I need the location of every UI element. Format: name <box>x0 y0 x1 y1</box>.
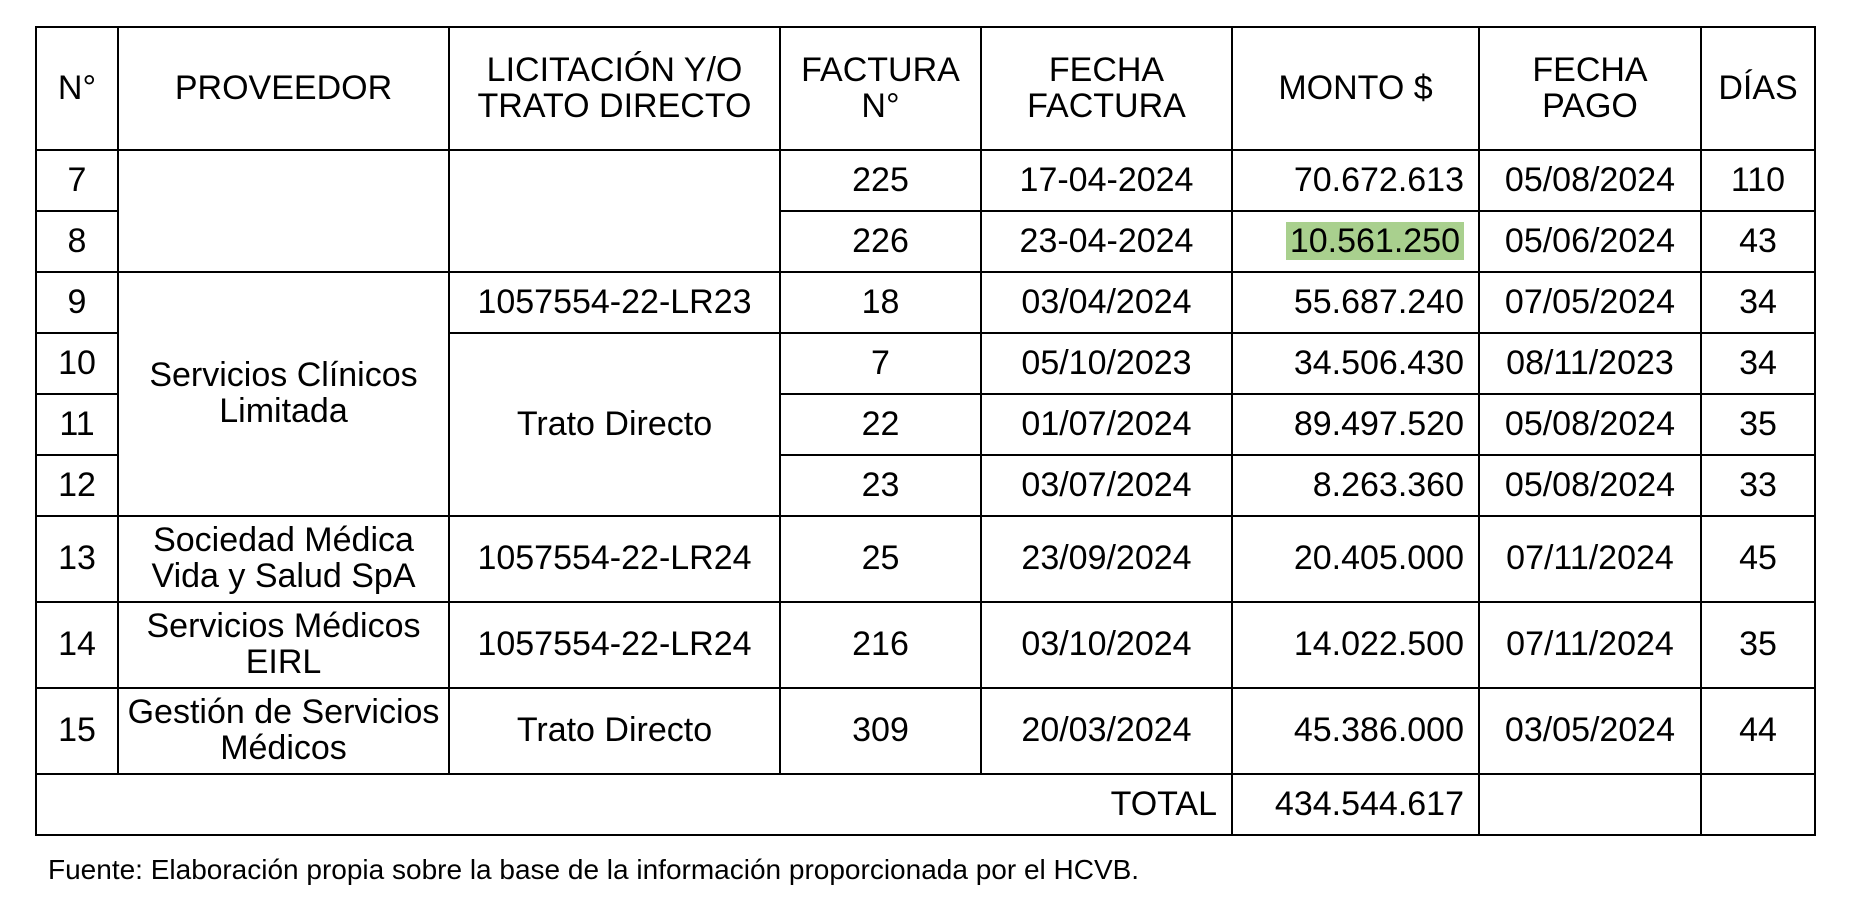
highlighted-amount: 10.561.250 <box>1286 222 1464 260</box>
cell-monto: 70.672.613 <box>1232 150 1479 211</box>
cell-dias: 34 <box>1701 272 1815 333</box>
total-empty-cell <box>1701 774 1815 835</box>
cell-fecha-pago: 03/05/2024 <box>1479 688 1701 774</box>
cell-monto: 8.263.360 <box>1232 455 1479 516</box>
table-row <box>36 516 1815 602</box>
cell-dias: 35 <box>1701 602 1815 688</box>
cell-fecha-factura: 23-04-2024 <box>981 211 1232 272</box>
cell-monto: 34.506.430 <box>1232 333 1479 394</box>
cell-dias: 44 <box>1701 688 1815 774</box>
cell-factura: 7 <box>780 333 981 394</box>
cell-fecha-factura: 03/07/2024 <box>981 455 1232 516</box>
cell-monto <box>1232 211 1479 272</box>
cell-proveedor: Servicios Clínicos Limitada <box>118 272 449 516</box>
cell-monto: 20.405.000 <box>1232 516 1479 602</box>
cell-fecha-pago: 07/11/2024 <box>1479 602 1701 688</box>
cell-n: 7 <box>36 150 118 211</box>
cell-dias: 110 <box>1701 150 1815 211</box>
cell-fecha-pago: 07/05/2024 <box>1479 272 1701 333</box>
cell-fecha-factura: 23/09/2024 <box>981 516 1232 602</box>
cell-monto: 89.497.520 <box>1232 394 1479 455</box>
cell-factura: 309 <box>780 688 981 774</box>
header-factura: FACTURA N° <box>780 27 981 150</box>
cell-dias: 35 <box>1701 394 1815 455</box>
table-row <box>36 688 1815 774</box>
cell-factura: 22 <box>780 394 981 455</box>
cell-licitacion: 1057554-22-LR24 <box>449 516 780 602</box>
cell-n: 15 <box>36 688 118 774</box>
cell-factura: 226 <box>780 211 981 272</box>
header-fecha-factura: FECHA FACTURA <box>981 27 1232 150</box>
cell-licitacion-empty <box>449 150 780 272</box>
total-row <box>36 774 1815 835</box>
cell-fecha-factura: 03/10/2024 <box>981 602 1232 688</box>
table-row <box>36 150 1815 211</box>
cell-proveedor-empty <box>118 150 449 272</box>
cell-n: 11 <box>36 394 118 455</box>
cell-monto: 14.022.500 <box>1232 602 1479 688</box>
total-value: 434.544.617 <box>1232 774 1479 835</box>
cell-fecha-factura: 20/03/2024 <box>981 688 1232 774</box>
table-row <box>36 272 1815 333</box>
total-label: TOTAL <box>36 774 1232 835</box>
cell-factura: 225 <box>780 150 981 211</box>
cell-n: 14 <box>36 602 118 688</box>
cell-proveedor: Gestión de Servicios Médicos <box>118 688 449 774</box>
source-footnote: Fuente: Elaboración propia sobre la base de la información proporcionada por el HCVB. <box>48 854 1140 885</box>
cell-n: 9 <box>36 272 118 333</box>
cell-n: 8 <box>36 211 118 272</box>
header-fecha-pago: FECHA PAGO <box>1479 27 1701 150</box>
cell-factura: 23 <box>780 455 981 516</box>
cell-fecha-pago: 08/11/2023 <box>1479 333 1701 394</box>
header-row <box>36 27 1815 150</box>
table-row <box>36 602 1815 688</box>
cell-monto: 55.687.240 <box>1232 272 1479 333</box>
cell-fecha-pago: 07/11/2024 <box>1479 516 1701 602</box>
cell-fecha-factura: 03/04/2024 <box>981 272 1232 333</box>
cell-dias: 34 <box>1701 333 1815 394</box>
cell-dias: 43 <box>1701 211 1815 272</box>
cell-factura: 216 <box>780 602 981 688</box>
cell-proveedor: Sociedad Médica Vida y Salud SpA <box>118 516 449 602</box>
header-dias: DÍAS <box>1701 27 1815 150</box>
cell-factura: 25 <box>780 516 981 602</box>
cell-n: 12 <box>36 455 118 516</box>
cell-proveedor: Servicios Médicos EIRL <box>118 602 449 688</box>
cell-fecha-factura: 05/10/2023 <box>981 333 1232 394</box>
cell-licitacion: Trato Directo <box>449 688 780 774</box>
cell-dias: 33 <box>1701 455 1815 516</box>
cell-monto: 45.386.000 <box>1232 688 1479 774</box>
cell-n: 10 <box>36 333 118 394</box>
cell-factura: 18 <box>780 272 981 333</box>
cell-fecha-pago: 05/08/2024 <box>1479 455 1701 516</box>
cell-fecha-factura: 17-04-2024 <box>981 150 1232 211</box>
cell-fecha-pago: 05/06/2024 <box>1479 211 1701 272</box>
cell-fecha-pago: 05/08/2024 <box>1479 150 1701 211</box>
cell-dias: 45 <box>1701 516 1815 602</box>
cell-licitacion: Trato Directo <box>449 333 780 516</box>
total-empty-cell <box>1479 774 1701 835</box>
header-proveedor: PROVEEDOR <box>118 27 449 150</box>
header-licitacion: LICITACIÓN Y/O TRATO DIRECTO <box>449 27 780 150</box>
payments-table <box>35 26 1816 836</box>
header-monto: MONTO $ <box>1232 27 1479 150</box>
cell-licitacion: 1057554-22-LR24 <box>449 602 780 688</box>
cell-fecha-pago: 05/08/2024 <box>1479 394 1701 455</box>
header-n: N° <box>36 27 118 150</box>
cell-licitacion: 1057554-22-LR23 <box>449 272 780 333</box>
cell-fecha-factura: 01/07/2024 <box>981 394 1232 455</box>
cell-n: 13 <box>36 516 118 602</box>
